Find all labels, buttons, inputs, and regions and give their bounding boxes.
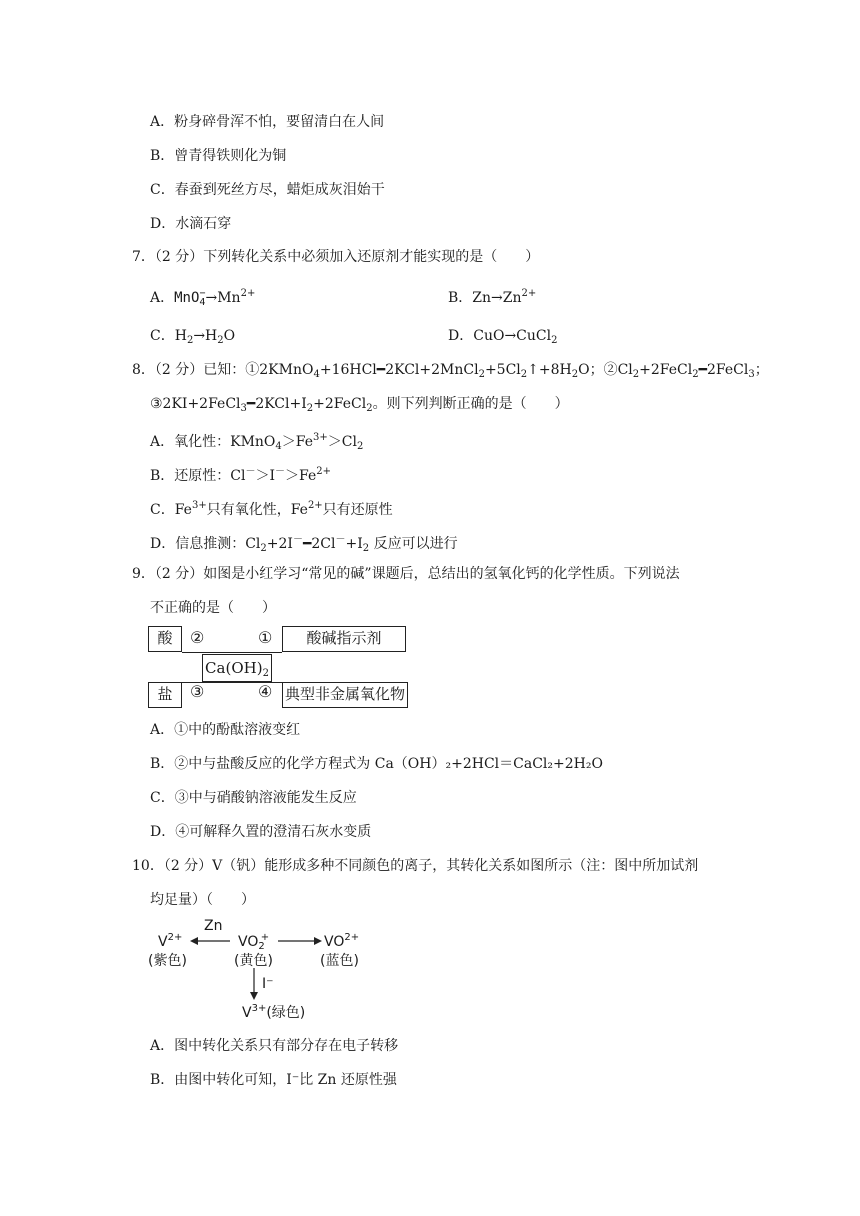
q10-option-b: B．由图中转化可知，I⁻比 Zn 还原性强 [150, 1072, 397, 1088]
zn-reagent: Zn [204, 918, 223, 934]
q8-stem-line2: $③2KI+2FeCl_3━2KCl+I_2+2FeCl_2$。则下列判断正确的是（ ） [150, 396, 569, 414]
q10-stem-line2: 均足量）（ ） [150, 892, 255, 908]
q9-stem-line2: 不正确的是（ ） [150, 600, 276, 616]
v2-color: (紫色) [148, 953, 187, 969]
circled-4: ④ [258, 682, 273, 701]
connector [182, 652, 282, 653]
circled-2: ② [190, 628, 205, 647]
q8-option-a: A．氧化性：$KMnO_4>Fe^{3+}>Cl_2$ [150, 432, 364, 452]
circled-1: ① [258, 628, 273, 647]
iodide-reagent: I⁻ [262, 976, 274, 992]
q6-option-c: C．春蚕到死丝方尽，蜡炬成灰泪始干 [150, 182, 385, 198]
oxide-box: 典型非金属氧化物 [282, 682, 408, 708]
q6-option-b: B．曾青得铁则化为铜 [150, 148, 287, 164]
v3-color: (绿色) [266, 1005, 306, 1021]
arrow-right [278, 936, 322, 946]
vo2-ion: $VO_2^+$ [238, 932, 270, 952]
q7-option-b: B．$Zn\to Zn^{2+}$ [448, 288, 537, 306]
q7-option-a: A．$MnO_4^-\to Mn^{2+}$ [150, 288, 256, 308]
circled-3: ③ [190, 682, 205, 701]
q6-option-d: D．水滴石穿 [150, 216, 232, 232]
v2-ion: $V^{2+}$ [158, 932, 183, 950]
connector [182, 682, 282, 683]
q8-stem-line1: 8．（2 分）已知：$①2KMnO_4+16HCl━2KCl+2MnCl_2+5Cl_2↑+8H_2O$；$②Cl_2+2FeCl_2━2FeCl_3$； [132, 362, 769, 380]
arrow-left [190, 936, 232, 946]
salt-box: 盐 [148, 682, 182, 708]
q10-option-a: A．图中转化关系只有部分存在电子转移 [150, 1038, 399, 1054]
vo-color: (蓝色) [320, 953, 359, 969]
q10-diagram [148, 918, 378, 1024]
q9-option-b: B．②中与盐酸反应的化学方程式为 Ca（OH）₂+2HCl＝CaCl₂+2H₂O [150, 756, 603, 772]
indicator-box: 酸碱指示剂 [282, 626, 406, 652]
q8-option-b: B．还原性：$Cl^->I^->Fe^{2+}$ [150, 466, 331, 484]
acid-box: 酸 [148, 626, 182, 652]
q6-option-a: A．粉身碎骨浑不怕，要留清白在人间 [150, 114, 385, 130]
q7-stem: 7．（2 分）下列转化关系中必须加入还原剂才能实现的是（ ） [132, 249, 540, 265]
vo2-color: (黄色) [234, 953, 273, 969]
q9-option-d: D．④可解释久置的澄清石灰水变质 [150, 824, 372, 840]
q7-option-c: C．$H_2\to H_2O$ [150, 328, 236, 346]
q9-option-a: A．①中的酚酞溶液变红 [150, 722, 301, 738]
q7-option-d: D．CuO→CuCl$_2$ [448, 328, 558, 346]
q9-diagram [148, 624, 408, 710]
q7-a-formula: MnO$_4$− [174, 288, 206, 308]
q8-option-c: C．$Fe^{3+}$只有氧化性，$Fe^{2+}$只有还原性 [150, 500, 393, 518]
arrow-down [249, 968, 259, 1000]
center-box: $Ca(OH)_2$ [202, 654, 272, 682]
q8-option-d: D．信息推测：$Cl_2+2I^-━2Cl^-+I_2$ 反应可以进行 [150, 534, 458, 554]
q10-stem-line1: 10．（2 分）V（钒）能形成多种不同颜色的离子，其转化关系如图所示（注：图中所加试剂 [132, 858, 699, 874]
q9-stem-line1: 9．（2 分）如图是小红学习“常见的碱”课题后，总结出的氢氧化钙的化学性质。下列说法 [132, 566, 680, 582]
vo-ion: $VO^{2+}$ [324, 932, 360, 950]
v3-ion: $V^{3+}$(绿色) [242, 1003, 306, 1021]
q9-option-c: C．③中与硝酸钠溶液能发生反应 [150, 790, 357, 806]
